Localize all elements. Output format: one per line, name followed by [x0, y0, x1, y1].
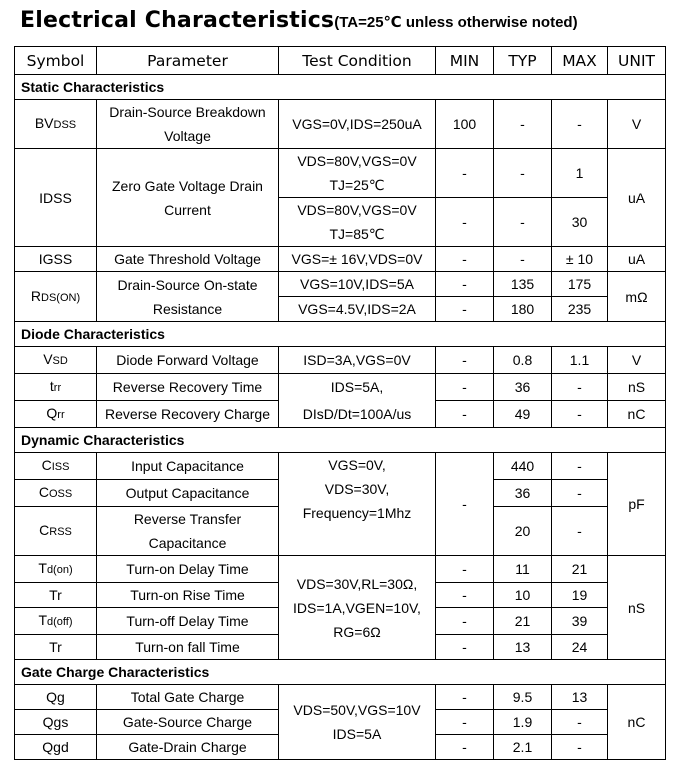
title-text: Electrical Characteristics: [20, 8, 335, 33]
condition-cell: VGS=10V,IDS=5A: [279, 272, 436, 297]
max-cell: -: [552, 480, 608, 507]
table-row-igss: [15, 247, 666, 272]
symbol-cell: COSS: [15, 480, 97, 507]
table-row-vsd: [15, 347, 666, 374]
max-cell: -: [552, 453, 608, 480]
condition-cell: DIsD/Dt=100A/us: [279, 401, 436, 428]
parameter-cell: Drain-Source Breakdown Voltage: [97, 100, 279, 149]
col-symbol: Symbol: [15, 47, 97, 75]
parameter-cell: Gate Threshold Voltage: [97, 247, 279, 272]
max-cell: 39: [552, 608, 608, 635]
typ-cell: 0.8: [494, 347, 552, 374]
symbol-cell: CRSS: [15, 507, 97, 556]
col-typ: TYP: [494, 47, 552, 75]
unit-cell: V: [608, 347, 666, 374]
parameter-cell: Gate-Drain Charge: [97, 735, 279, 760]
condition-cell: VGS=0V, VDS=30V, Frequency=1Mhz: [279, 453, 436, 556]
parameter-cell: Turn-on Rise Time: [97, 583, 279, 608]
min-cell: -: [436, 272, 494, 297]
section-row-dynamic: [15, 428, 666, 453]
typ-cell: 36: [494, 480, 552, 507]
min-cell: -: [436, 583, 494, 608]
parameter-cell: Gate-Source Charge: [97, 710, 279, 735]
typ-cell: 180: [494, 297, 552, 322]
parameter-cell: Input Capacitance: [97, 453, 279, 480]
max-cell: -: [552, 100, 608, 149]
col-parameter: Parameter: [97, 47, 279, 75]
parameter-cell: Diode Forward Voltage: [97, 347, 279, 374]
condition-cell: VGS=0V,IDS=250uA: [279, 100, 436, 149]
min-cell: -: [436, 247, 494, 272]
max-cell: -: [552, 735, 608, 760]
col-test-condition: Test Condition: [279, 47, 436, 75]
min-cell: -: [436, 198, 494, 247]
min-cell: -: [436, 608, 494, 635]
section-title-dynamic: Dynamic Characteristics: [15, 428, 666, 453]
unit-cell: V: [608, 100, 666, 149]
typ-cell: 21: [494, 608, 552, 635]
page-title: [20, 8, 578, 33]
condition-cell: VGS=± 16V,VDS=0V: [279, 247, 436, 272]
max-cell: 235: [552, 297, 608, 322]
parameter-cell: Total Gate Charge: [97, 685, 279, 710]
min-cell: -: [436, 401, 494, 428]
max-cell: 21: [552, 556, 608, 583]
condition-cell: IDS=5A,: [279, 374, 436, 401]
section-title-static: Static Characteristics: [15, 75, 666, 100]
min-cell: -: [436, 556, 494, 583]
symbol-cell: IDSS: [15, 149, 97, 247]
title-note: (TA=25℃ unless otherwise noted): [334, 14, 578, 31]
typ-cell: -: [494, 149, 552, 198]
max-cell: 13: [552, 685, 608, 710]
condition-cell: VGS=4.5V,IDS=2A: [279, 297, 436, 322]
symbol-cell: Tr: [15, 583, 97, 608]
parameter-cell: Turn-on Delay Time: [97, 556, 279, 583]
symbol-cell: Qg: [15, 685, 97, 710]
parameter-cell: Turn-off Delay Time: [97, 608, 279, 635]
table-row-qg: [15, 685, 666, 710]
symbol-cell: IGSS: [15, 247, 97, 272]
col-min: MIN: [436, 47, 494, 75]
symbol-cell: VSD: [15, 347, 97, 374]
max-cell: -: [552, 374, 608, 401]
typ-cell: 2.1: [494, 735, 552, 760]
typ-cell: 49: [494, 401, 552, 428]
table-row-idss-1: [15, 149, 666, 198]
min-cell: -: [436, 710, 494, 735]
min-cell: -: [436, 685, 494, 710]
parameter-cell: Output Capacitance: [97, 480, 279, 507]
header-row: [15, 47, 666, 75]
section-title-diode: Diode Characteristics: [15, 322, 666, 347]
min-cell: 100: [436, 100, 494, 149]
max-cell: 24: [552, 635, 608, 660]
condition-cell: VDS=80V,VGS=0V TJ=85℃: [279, 198, 436, 247]
table-row-tdon: [15, 556, 666, 583]
unit-cell: nS: [608, 556, 666, 660]
symbol-cell: RDS(ON): [15, 272, 97, 322]
symbol-cell: BVDSS: [15, 100, 97, 149]
typ-cell: 13: [494, 635, 552, 660]
max-cell: 30: [552, 198, 608, 247]
unit-cell: mΩ: [608, 272, 666, 322]
typ-cell: 1.9: [494, 710, 552, 735]
unit-cell: uA: [608, 149, 666, 247]
condition-cell: VDS=50V,VGS=10V IDS=5A: [279, 685, 436, 760]
min-cell: -: [436, 149, 494, 198]
symbol-cell: Qgd: [15, 735, 97, 760]
symbol-cell: Td(on): [15, 556, 97, 583]
max-cell: 175: [552, 272, 608, 297]
typ-cell: -: [494, 247, 552, 272]
table-row-ciss: [15, 453, 666, 480]
min-cell: -: [436, 635, 494, 660]
section-row-gate: [15, 660, 666, 685]
max-cell: -: [552, 401, 608, 428]
unit-cell: nS: [608, 374, 666, 401]
min-cell: -: [436, 453, 494, 556]
min-cell: -: [436, 297, 494, 322]
symbol-cell: Qgs: [15, 710, 97, 735]
typ-cell: 135: [494, 272, 552, 297]
section-title-gate: Gate Charge Characteristics: [15, 660, 666, 685]
typ-cell: 11: [494, 556, 552, 583]
min-cell: -: [436, 347, 494, 374]
electrical-characteristics-table: [14, 46, 666, 760]
col-max: MAX: [552, 47, 608, 75]
table-row-trr: [15, 374, 666, 401]
table-row-qrr: [15, 401, 666, 428]
max-cell: 1.1: [552, 347, 608, 374]
typ-cell: 20: [494, 507, 552, 556]
typ-cell: -: [494, 100, 552, 149]
min-cell: -: [436, 735, 494, 760]
typ-cell: 36: [494, 374, 552, 401]
symbol-cell: Qrr: [15, 401, 97, 428]
unit-cell: nC: [608, 401, 666, 428]
condition-cell: VDS=30V,RL=30Ω, IDS=1A,VGEN=10V, RG=6Ω: [279, 556, 436, 660]
section-row-static: [15, 75, 666, 100]
parameter-cell: Reverse Transfer Capacitance: [97, 507, 279, 556]
col-unit: UNIT: [608, 47, 666, 75]
typ-cell: 10: [494, 583, 552, 608]
table-row-rds-1: [15, 272, 666, 297]
max-cell: 19: [552, 583, 608, 608]
table-row-bvdss: [15, 100, 666, 149]
condition-cell: VDS=80V,VGS=0V TJ=25℃: [279, 149, 436, 198]
symbol-cell: Tr: [15, 635, 97, 660]
symbol-cell: trr: [15, 374, 97, 401]
symbol-cell: CISS: [15, 453, 97, 480]
max-cell: 1: [552, 149, 608, 198]
section-row-diode: [15, 322, 666, 347]
typ-cell: 9.5: [494, 685, 552, 710]
max-cell: -: [552, 507, 608, 556]
typ-cell: 440: [494, 453, 552, 480]
unit-cell: nC: [608, 685, 666, 760]
unit-cell: pF: [608, 453, 666, 556]
max-cell: -: [552, 710, 608, 735]
max-cell: ± 10: [552, 247, 608, 272]
typ-cell: -: [494, 198, 552, 247]
parameter-cell: Reverse Recovery Time: [97, 374, 279, 401]
condition-cell: ISD=3A,VGS=0V: [279, 347, 436, 374]
parameter-cell: Zero Gate Voltage Drain Current: [97, 149, 279, 247]
min-cell: -: [436, 374, 494, 401]
parameter-cell: Reverse Recovery Charge: [97, 401, 279, 428]
unit-cell: uA: [608, 247, 666, 272]
parameter-cell: Turn-on fall Time: [97, 635, 279, 660]
parameter-cell: Drain-Source On-state Resistance: [97, 272, 279, 322]
symbol-cell: Td(off): [15, 608, 97, 635]
